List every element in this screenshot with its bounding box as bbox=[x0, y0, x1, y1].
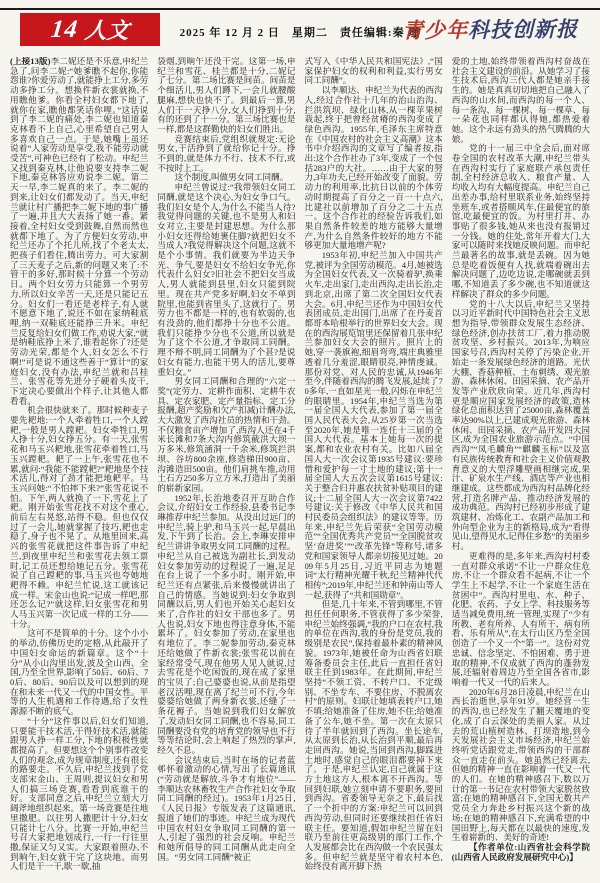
paragraph: 党的十八大以后,申纪兰又坚持以习近平新时代中国特色社会主义思想为指导,带领群众发展生态经济、绿色经济,创办扶贫工厂,着力推动脱贫攻坚、乡村振兴。2013年,为响应国家号召,西沟村关停了污染企业,开始走一条发展绿色经济的道路。光伏大棚、香菇种植、土布刺绣、观光旅游、森林休闲、田园采摘、农产品开发等产业欣欣向荣。近几年,西沟村更是顺应国家发展经济的政策,造林绿化总面积达到了25000亩,森林覆盖率达90%以上,已建成观光旅游、森林休闲、田园采摘、农产品开发四大园区,成为全国农业旅游示范点。“中国西沟”“凤毛麟角”“麒麟玉标”以及富有民族传统教育和社会主义价值观教育意义的大型浮雕壁画相继完成,果汁、矿泉水生产线、酒店等产业也相继建成。这些都成为西沟村品牌化经营,打造名牌产品、推动经济发展的成功典范。西沟村已经初步形成了建筑建材、冶炼化工、农副产品加工和外向型企业为主的新格局,成为“看得见山,望得见水,记得住乡愁”的美丽乡村。 bbox=[451, 298, 590, 552]
paragraph: 竞赛结束后,党组织就规定:无论男女,干活挣到了就给你记十分。挣不到的,就是体力不行、技术不行,或不按时上工。 bbox=[157, 133, 296, 173]
paragraph: 2020年6月28日凌晨,申纪兰在山西长治逝世,享年91岁。她经营一生的西沟,也已经发生了翻天覆地的变化,成了白云深处的美丽人家。从过去的荒山植树造林、打坝造地,到今天发展社会主义市场经济,申纪兰始终听党话跟党走,带领西沟的干部群众一直走在前头。她虽然已经离去,但她的精神一直在影响着一代又一代的人们。在她的精神感召下,数以万计的第一书记在农村带领大家脱贫致富;在她的精神感召下,全国无数共产党员全力奔赴乡村振兴这个新的战场;在她的精神感召下,充满希望的中国田野上,每天都在以最快的速度,发生着崭新的、美好的奇迹! bbox=[451, 686, 590, 843]
paragraph: 这可不是简单的十分。这个小小的举动,仿佛历史的定格,从此敲开了中国妇女命运的新篇章。这个“十分”从小山沟里出发,波及全山西、全国,乃至全世界,影响了50后、60后、70后、80后、90后以及可以想到的现在和未来一代又一代的中国女性。平等的人生机遇和工作待遇,给了女性源源不断的底气。 bbox=[10, 628, 149, 717]
paragraph bbox=[10, 57, 148, 406]
paragraph: 这个制度,叫做男女同工同酬。 bbox=[174, 172, 289, 183]
page-header bbox=[10, 0, 590, 52]
paragraph: 爱的土地,始终带领着西沟村奋战在社会主义建设的前沿。从她学习了接生技术后,西沟三代人都是她亲手接生的。她是真真切切地把自己融入了西沟的山水间,而西沟的每一个人、每一条沟、每一棵树、每一棵草、每一朵花也同样都认得她,都热爱着她。这个永远有劲头的热气腾腾的大娘。 bbox=[451, 57, 590, 144]
paragraph: 1953年初,申纪兰加入中国共产党,被评为全国劳动模范。4月,她被选为全国妇女代表,又一次骑着驴,换乘火车,走出家门,走出西沟,走出长治,走到北京,出席了第二次全国妇女代表大会。6月,申纪兰还作为中国妇女代表团成员,走出国门,出席了在丹麦首都哥本哈根举行的世界妇女大会。现在的西沟展览馆里还保留着几张申纪兰参加妇女大会的照片。照片上的她,穿一袭旗袍,细眉弯弯,端庄典雅里透着几分羞涩,眼睛很亮,神情虔诚。那份对党、对人民的忠诚,从1946年至今,伴随着西沟的腾飞发展,延续了70多年,一直如星光一般,闪烁在申纪兰的眼睛里。1954年,申纪兰当选为第一届全国人大代表,参加了第一届全国人民代表大会,从25岁第一次当选至2020年,她是唯一连任十三届的全国人大代表。基本上她每一次的提案,都和农业农村有关。比如八届全国人大一次会议第1935号建议:要珍惜和爱护每一寸土地的建议;第十一届全国人大五次会议第1615号建议:关于整合归并惠农扶贫补贴项目的建议;十二届全国人大一次会议第7422号建议:关于修改《中华人民共和国村民委员会组织法》的建议等等。历年来,申纪兰先后荣获“全国劳动模范”“全国优秀共产党员”“全国脱贫攻坚‘奋进奖’”“改革先锋”等称号,诸多党和国家领导人都亲切接见过她。2009年5月25日,习近平同志为她题词“太行精神光耀千秋,纪兰精神代代相传”;2019年,申纪兰还和钟南山等人一起,获得了“共和国勋章”。 bbox=[304, 250, 443, 600]
paragraph: 男女同工同酬和合理的“六定一奖”(定劳力、定耕作面积、定耕牛农具、定农家肥、定产量指标、定工分报酬,超产奖励和欠产扣减)计酬办法,大大激发了西沟社员的热情和干劲。不仅粮食亩产增加了,西沟人还在4千米长滩和7条大沟内修筑截洪大坝一万多米,修筑涵洞一千余米,修筑拦洪坝、谷坊800余座,修造梯田900亩、沟滩造田500亩。他们肩挑车推,动用土石方250多万立方米,打造出了美丽的崭新家园。 bbox=[157, 376, 296, 493]
text-column-2 bbox=[157, 57, 295, 877]
paragraph: 但是,几十年来,不管到哪里,不管担任任何职务,不管获得了多少荣誉,申纪兰始终强调,“我的户口在农村,我的单位在西沟,我的身份是党员,我的级别是农民”,保持着最朴素的精神风貌。1973年,她被任命为山西省妇联筹备委员会主任,此后一直担任省妇联主任到1983年。在此期间,申纪兰坚持“不领工资、不转户口、不定级别、不坐专车、不要住房、不脱离农村”的原则。妇联让她填表转户口,她不填;给她准备了住房,她不住;给她准备了公车,她不坐。第一次在太原只待了半年就回到了西沟。坐长途车,从太原到长治,从长治到平顺,最后再走回西沟。她说,当回到西沟,脚踩进土地时,感觉自己的眼泪都要掉下来了。于是,申纪兰认定,自己就属于这方土地这方人,根本离不开西沟。等回到妇联,她立刻申请不要职务,要回到西沟。省委领导无奈之下,最后找了一个折中的方案:申纪兰可以回到西沟劳动,但同时还要继续担任省妇联主任。要知道,假如申纪兰留在妇联乃至前往更高级别的部门工作,个人发展都会比在西沟做一个农民强太多。但申纪兰就是坚守着农村本色,始终没有离开脚下热 bbox=[304, 599, 443, 872]
paragraph: 式写入《中华人民共和国宪法》,“国家保护妇女的权利和利益,实行男女同工同酬”。 bbox=[304, 57, 443, 86]
paragraph: “十分”这件事以后,妇女们知道,只要能干技术活,干得好技术活,就能跟男人挣一样工分,下地的积极性就都提高了。但要想这个个别事件改变人们的观念,成为规章制度,还有很长的路要走。不久后,申纪兰找到了党支部宋金山、王周则,提议妇女和男人们搞三场竞赛,看看到底谁干的好。支部同意之后,申纪兰立刻大刀阔斧地组织起来。第一场竞赛是往地里撒肥。以往男人撒肥计十分,妇女只能计七八分。比赛一开始,申纪兰号召大家把地划成行,一行一行往里撒,保证又匀又实。大家跟着照办,不到晌午,妇女就干完了这块地。而男人们是干一干,歇一歇,抽 bbox=[10, 715, 149, 872]
newspaper-masthead bbox=[402, 13, 578, 45]
masthead-part-red: 青少年 bbox=[401, 18, 469, 43]
paragraph: 更难得的是,多年来,西沟村村委一直对群众承诺“不让一户群众住危房,不让一个群众看不起病,不让一个学生上不起学,不让一个家庭生活在贫困中”。西沟村里电、水、种子、化肥、农药、子女上学、科技服务等适当减免费用,统一管理,实现了“少有所教、老有所养、人有所干、病有所看、乐有所从”,在太行山区乃至全国创造了一个又一个“第一”。这份对党忠诚、信念坚定、不怕困难、勇于进取的精神,不仅成就了西沟的蓬勃发展,还辐射着周边乃至全国各省市,影响着一代又一代的后来人。 bbox=[451, 550, 590, 687]
text-column-4 bbox=[452, 57, 590, 877]
author-credit: 【作者单位:山西省社会科学院(山西省人民政府发展研究中心)】 bbox=[451, 841, 590, 862]
article-body bbox=[10, 57, 590, 877]
paragraph: 会议结束后,当时在场的记者蓝邨怀着激动的心情,写出了长篇通讯(“劳动就是解放,斗争才有地位”——李顺达农林畜牧生产合作社妇女争取同工同酬的经过)。1953年1月25日,《人民日报》专版发表了这篇通讯,报道了她们的事迹。申纪兰成为现代中国农村妇女争取同工同酬的第一人,引起了强烈的社会反响。申纪兰和她所倡导的同工同酬从此走向全国。“男女同工同酬”被正 bbox=[157, 754, 296, 862]
section-title: 人文 bbox=[83, 18, 131, 43]
paragraph-text: 李二妮还是不乐意,申纪兰急了,问李二妮:“她爹瞧不起你,你能怨谁?你爱劳动了,就能挣上工分,多劳动多挣工分。想换件新衣裳就换,不用瞧他爹。你看全村妇女都下地了,就你在家,瞧他都笑话你哩。”这话说到了李二妮的痛处,李二妮也知道秦克林看不上自己,心里希望自己男人多喜欢自己一点。于是,她嘴上虽还说着“人家劳动是享受,我不能劳动就受苦”,可神色已经有了松动。申纪兰又找到秦克林,让他说要支持李二妮下地,秦克林答应劝说李二妮。第二天一早,李二妮真的来了。李二妮的到来,让妇女们都发动了。当天,申纪兰就让村广播把李二妮下地的事广播了一遍,并且大大表扬了她一番。紧接着,全村妇女受到鼓舞,自然而然也就都下地了。为了方便妇女劳动,申纪兰还办了个托儿所,找了个老太太,把孩子们看住,腾出劳力。可大家割了三天麦子之后,新的问题又来了:不管干的多好,那时候十分算一个劳动日。两个妇女劳力只能算一个男劳力,所以妇女辛苦一天,还是只能记五分。妇女们一看还是老样子,有人就不愿意下地了,说还不如在家纳鞋底哩,纳一双鞋底还能挣三升米。申纪兰反复给妇女们做工作,劝说大家,“就是纳鞋底挣上米了,谁看起你了?还是劳动光荣,都是个人,妇女怎么不行啊!”可是说不通这些善于“算计”的家庭妇女,没有办法,申纪兰就和吕桂兰、张雪花等先进分子硬着头皮干,下定决心要做出个样子,让其他人都看看。 bbox=[10, 57, 149, 406]
paragraph: 机会很快就来了。那时候种麦子要先耙地:一个人牵着牲口,一个人蹚耙,一般是男人蹚耙。妇女牵牲口,男人挣十分,妇女挣五分。有一天,张雪花和马玉兴耙地,张雪花牵着牲口,马玉兴蹚耙。耙了一上午,张雪花也不累,就问:“我能不能蹚耙?”耙地是个技术活儿,得对了劲才能把地耙平。马玉兴问她:“不怕摔下来?”张雪花说不怕。下午,两人就换了一下,雪花上了耙。刚开始张雪花找不对这个重心,前后左右晃悠,站得不稳。但也仅仅过了一会儿,她就掌握了技巧,耙也走稳了,身子也不晃了。从地里回来,高兴的张雪花就把这件事告诉了申纪兰,到夜里申纪兰和张雪花去领工票时,记工员还想给她记五分。张雪花说了自己蹚耙的事,马玉兴也夸她地耙得不赖。申纪兰忙说,这工就该记成一样。宋金山也说:“记成一样吧,那还怎么记?”就这样,妇女张雪花和男人马玉兴第一次记成一样的工分——十分。 bbox=[10, 405, 149, 629]
page-number: 14 bbox=[49, 15, 80, 43]
paragraph: 以李顺达、申纪兰为代表的西沟人,经过合作社十几年的治山治沟、拦洪筑坝、绿化山林,从一棵苹果树栽起,终于把曾经贫瘠的西沟变成了绿色西沟。1955年,毛泽东主席特意在《中国农村的社会主义高潮》这本书中介绍西沟的文章写了编者按,指出:这个合作社办了3年,变成了一个包括283户的大社。……由于大家的努力,3年功夫,已经开始改变了面貌。劳动力的利用率,比抗日以前的个体劳动时期提高了百分之一百一十点六,比建社以前增加了百分之二十五点一。这个合作社的经验告诉我们,如果自然条件较差的地方能够大量增产,为什么自然条件较好的地方不能够更加大量地增产呢? bbox=[304, 85, 443, 251]
text-column-3 bbox=[305, 57, 443, 877]
paragraph: 1952年,长治地委召开互助合作会议,介绍妇女工作经验,县委书记李琳推荐申纪兰参加。从没出过远门的申纪兰,骑上驴,和马玉兴一起,早晨出发,下午到了长治。会上,李琳安排申纪兰讲讲争取男女同工同酬的过程。申纪兰从自己被选为副社长,到发动妇女参加劳动的过程说了一遍,足足在台上说了一个多小时。刚开始,申纪兰还有点紧张,后来慢慢就讲出了自己的情感。当她说到:妇女争取到同酬以后,男人们也开始关心起妇女来了,合作社的妇女干部也多了。男人也说,妇女下地也得注意身体,不能累坏了。妇女参加了劳动,在家里也有地位了。李二妮参加劳动,秦克林还给她做了件新衣裳;张雪花以前在家经常受气,现在他男人见人就说,过去雪花是个吃闲饭的,现在成了家里的宝贝了;自己婆婆也说,从前是指望老汉活哩,现在离了纪兰可不行,今年婆婆给她做了两身新衣裳,还缝了一条花褥子。当她说到我们妇女解放了,发动妇女同工同酬,也不容易,同工同酬要没有党的培育党的领导也不行等等结论时,会上响起了热烈的掌声,经久不息。 bbox=[157, 492, 296, 755]
paragraph: 党的十一届三中全会后,面对席卷全国的农村改革大潮,申纪兰带头在西沟村实行了家庭联产承包责任制,全村经济总收入、粮食产量、人均收入均有大幅度提高。申纪兰自己出差办事,给村里联系业务,始终坚持坐班车,或者搭顺风车,住最便宜的旅馆,吃最便宜的饭。为村里打井、办事贴了很多钱,她从来也没有报销过一分钱。她的住处,常年开着大门,大家可以随时来找她反映问题。而申纪兰最著名的故事,就是丢碗。因为她总是吃着饭便有人找,就端着碗出去解决问题了,边吃边说,走哪碗就丢到哪,不知道丢了多少碗,也不知道就这样解决了群众的多少问题。 bbox=[451, 143, 590, 299]
dateline: 2025 年 12 月 2 日 星期二 责任编辑:秦 瑾 bbox=[179, 27, 421, 39]
paragraph: 袋烟,到晌午还没干完。这第一场,申纪兰和雪花、桂兰都是十分,二妮记了七分。第二场比赛是间苗。间苗是个细活儿,男人们蹲下,一会儿就腰酸腿麻,想快也快不了。到最后一算,男人们干一天挣八分,女人们挣到十分,有的还到了十一分。第三场比赛也是一样,都是这群勤快的妇女们胜出。 bbox=[157, 57, 296, 134]
masthead-part-blue: 科技创新报 bbox=[467, 17, 579, 43]
paragraph: 申纪兰曾说过:“我带领妇女同工同酬,就是这个决心,为妇女争口气。我们妇女是个人,为什么不能当人待?我觉得问题的关键,也不是男人和妇女对立,主要是封建思想。为什么那小妇女还得给她裹住脚?就把妇女不当成人?我觉得解决这个问题,这就不是个小事情。我们就要为半边天争光、争气,要是妇女不给妇女争光,你代表什么妇女?旧社会不把妇女当成人,男人就能到县里,妇女只能到院里。现在共产党多好啊,妇女不单到院里,也能到省里头了,这就行了。男劳力也不都是一样的,也有软弱的,也有没劲的,他们都挣十分也不公道。我们只能挣少分也不公道,所以就是为了这个不公道,才争取同工同酬。理不辩不明,同工同酬为了个甚?是说妇女有能力,也能干男人的活儿,要尊重妇女。” bbox=[157, 182, 296, 377]
continued-from-label: (上接13版) bbox=[10, 57, 51, 66]
text-column-1 bbox=[10, 57, 148, 877]
